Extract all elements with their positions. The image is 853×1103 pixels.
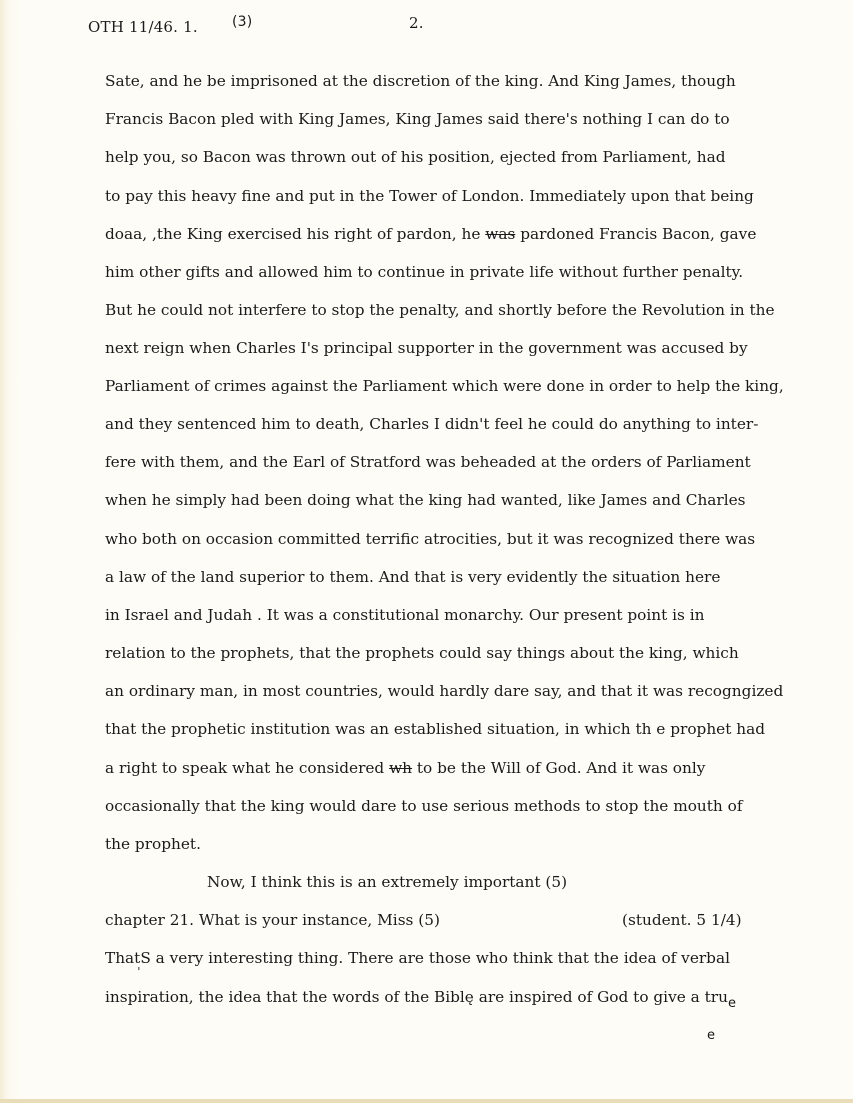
text-line: who both on occasion committed terrific atrocities, but it was recognized there was — [105, 530, 756, 548]
subscript-letter: e — [727, 996, 736, 1011]
text-line: and they sentenced him to death, Charles I didn't feel he could do anything to inter- — [105, 415, 759, 433]
text-segment: doaa, ,the King exercised his right of pardon, he — [105, 225, 486, 243]
text-line: But he could not interfere to stop the penalty, and shortly before the Revolution in the — [105, 301, 775, 319]
text-line: fere with them, and the Earl of Stratford was beheaded at the orders of Parliament — [105, 453, 751, 471]
section-number: (3) — [232, 14, 253, 30]
text-line — [105, 759, 705, 777]
student-note: (student. 5 1/4) — [622, 911, 742, 929]
text-line: when he simply had been doing what the king had wanted, like James and Charles — [105, 491, 746, 509]
apostrophe-mark: ' — [137, 965, 141, 978]
text-line: a law of the land superior to them. And that is very evidently the situation here — [105, 568, 721, 586]
text-line: him other gifts and allowed him to continue in private life without further penalty. — [105, 263, 744, 281]
text-segment: a right to speak what he considered — [105, 759, 390, 777]
text-line: Sate, and he be imprisoned at the discretion of the king. And King James, though — [105, 72, 736, 90]
text-line: occasionally that the king would dare to use serious methods to stop the mouth of — [105, 797, 743, 815]
page-bottom-edge — [0, 1099, 853, 1103]
text-segment: pardoned Francis Bacon, gave — [515, 225, 757, 243]
text-line: Parliament of crimes against the Parliament which were done in order to help the king, — [105, 377, 784, 395]
text-line: Francis Bacon pled with King James, King James said there's nothing I can do to — [105, 110, 730, 128]
text-line: the prophet. — [105, 835, 201, 853]
text-line — [105, 225, 756, 243]
paragraph-start-line: Now, I think this is an extremely important (5) — [207, 873, 568, 891]
struck-word: wh — [389, 759, 413, 777]
page-header — [0, 14, 853, 38]
text-line — [105, 949, 730, 978]
text-line: chapter 21. What is your instance, Miss (5) — [105, 911, 440, 929]
text-line: to pay this heavy fine and put in the Tower of London. Immediately upon that being — [105, 187, 754, 205]
text-line: in Israel and Judah . It was a constitutional monarchy. Our present point is in — [105, 606, 705, 624]
text-line: relation to the prophets, that the prophets could say things about the king, which — [105, 644, 739, 662]
text-line: next reign when Charles I's principal supporter in the government was accused by — [105, 339, 748, 357]
page-number: 2. — [409, 14, 424, 32]
struck-word: was — [485, 225, 516, 243]
text-segment: That — [105, 949, 141, 967]
document-reference: OTH 11/46. 1. — [88, 18, 198, 36]
stray-letter: e — [707, 1028, 715, 1043]
text-segment: to be the Will of God. And it was only — [412, 759, 706, 777]
text-segment: a very interesting thing. There are those who think that the idea of verbal — [150, 949, 730, 967]
text-segment: S — [140, 949, 151, 967]
text-line — [105, 988, 736, 1011]
text-segment: inspiration, the idea that the words of the Biblę are inspired of God to give a tru — [105, 988, 728, 1006]
text-line: that the prophetic institution was an established situation, in which th e prophet had — [105, 720, 766, 738]
apostrophe-correction — [137, 949, 151, 978]
text-line: an ordinary man, in most countries, would hardly dare say, and that it was recogngized — [105, 682, 784, 700]
text-line: help you, so Bacon was thrown out of his position, ejected from Parliament, had — [105, 148, 726, 166]
